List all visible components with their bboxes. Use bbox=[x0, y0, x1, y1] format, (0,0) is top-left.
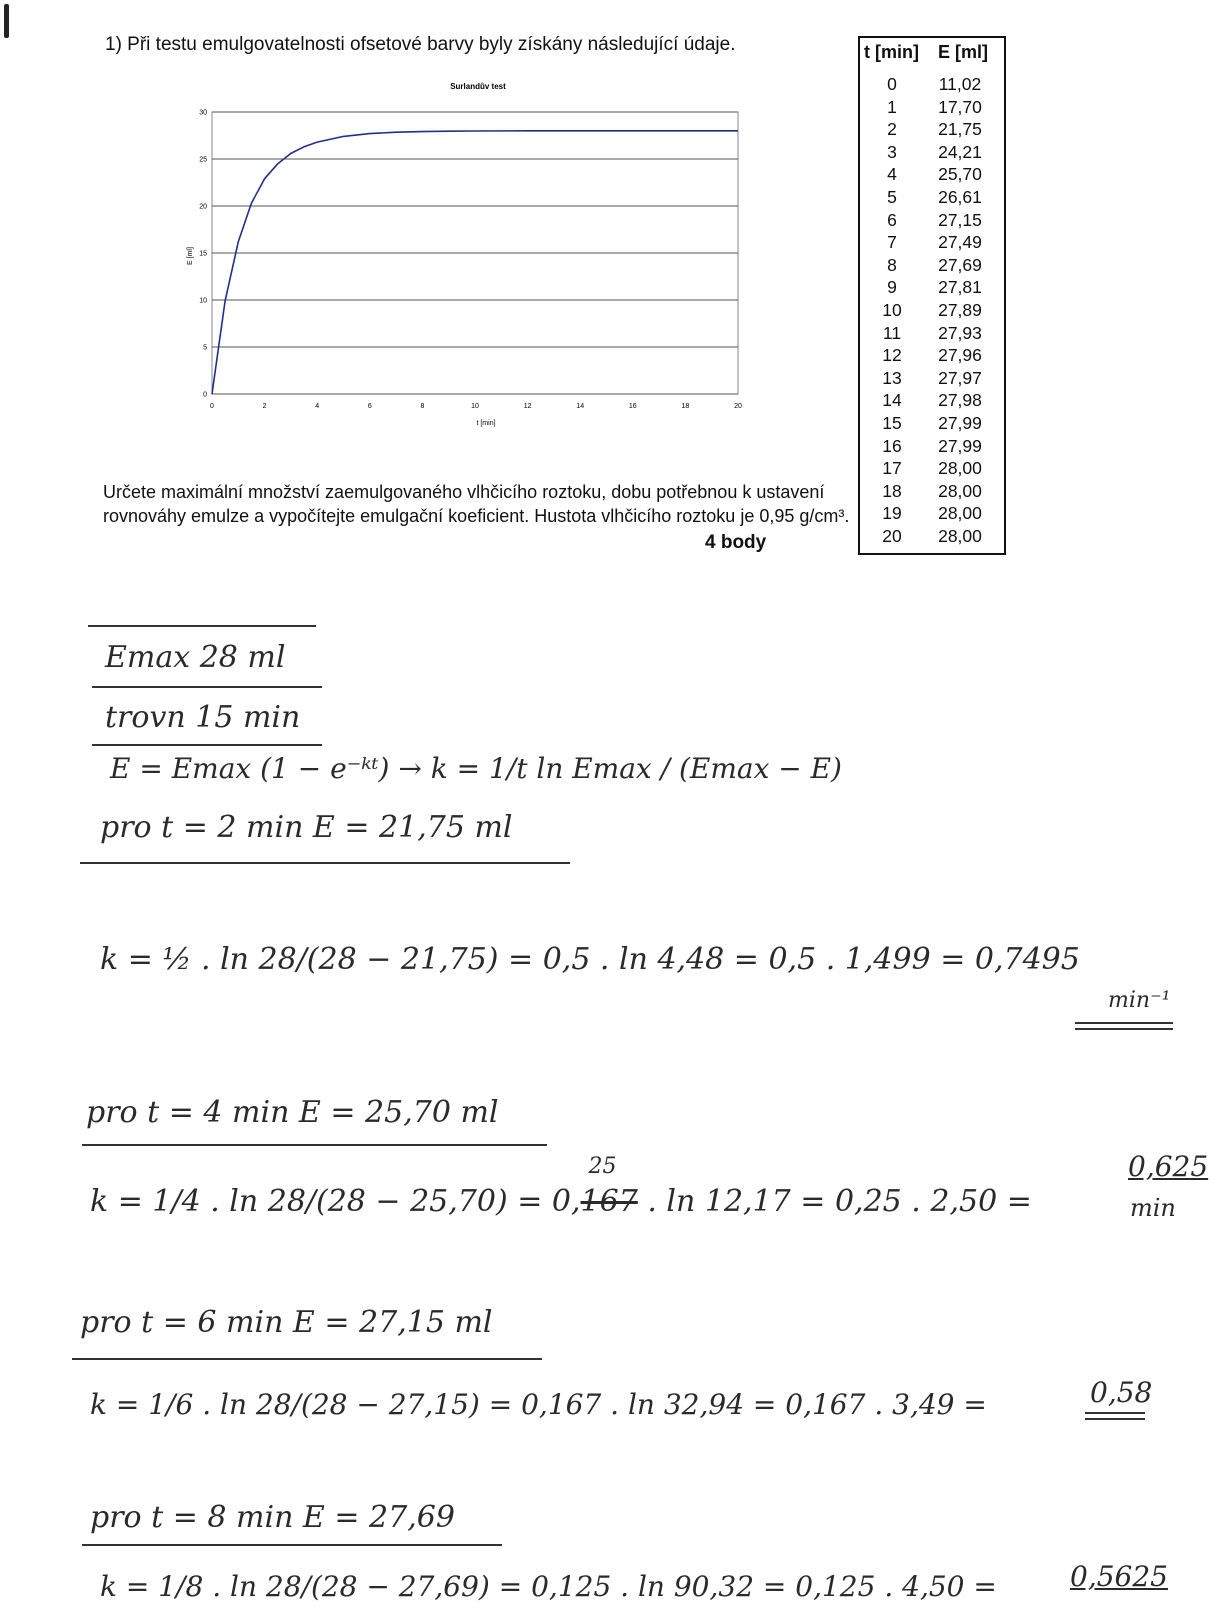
table-cell-e: 26,61 bbox=[938, 186, 982, 207]
x-tick-label: 10 bbox=[471, 403, 479, 410]
y-tick-label: 0 bbox=[203, 391, 207, 399]
rule-line bbox=[82, 1544, 502, 1546]
table-row bbox=[860, 186, 1004, 209]
y-tick-label: 20 bbox=[199, 203, 207, 211]
hw-unit-2: min⁻¹ bbox=[1108, 988, 1171, 1013]
margin-mark bbox=[4, 4, 9, 38]
hw-struck: 167 bbox=[580, 1184, 638, 1219]
table-cell-t: 6 bbox=[887, 209, 897, 230]
hw-calc-8: k = 1/8 . ln 28/(28 − 27,69) = 0,125 . ln 90,32 = 0,125 . 4,50 = bbox=[100, 1570, 997, 1603]
y-tick-label: 10 bbox=[199, 297, 207, 305]
table-row bbox=[860, 276, 1004, 299]
x-tick-label: 8 bbox=[420, 403, 425, 410]
table-cell-e: 28,00 bbox=[938, 458, 982, 479]
table-cell-t: 20 bbox=[882, 525, 902, 546]
table-cell-t: 19 bbox=[882, 503, 902, 524]
hw-formula: E = Emax (1 − e⁻ᵏᵗ) → k = 1/t ln Emax / (Emax − E) bbox=[110, 752, 842, 785]
x-tick-label: 18 bbox=[681, 403, 690, 410]
question-title: 1) Při testu emulgovatelnosti ofsetové barvy byly získány následující údaje. bbox=[105, 34, 736, 55]
y-tick-label: 5 bbox=[203, 344, 207, 352]
table-row bbox=[860, 389, 1004, 412]
rule-line bbox=[92, 686, 322, 688]
table-body bbox=[860, 73, 1004, 547]
table-row bbox=[860, 457, 1004, 480]
underline bbox=[1085, 1412, 1145, 1414]
table-cell-t: 15 bbox=[882, 412, 902, 433]
hw-calc-6: k = 1/6 . ln 28/(28 − 27,15) = 0,167 . ln 32,94 = 0,167 . 3,49 = bbox=[90, 1388, 987, 1421]
table-cell-e: 27,15 bbox=[938, 209, 982, 230]
table-row bbox=[860, 73, 1004, 96]
table-row bbox=[860, 502, 1004, 525]
table-cell-t: 3 bbox=[887, 141, 897, 162]
table-cell-t: 9 bbox=[887, 277, 897, 298]
table-cell-t: 1 bbox=[887, 96, 897, 117]
chart-y-label: E [ml] bbox=[187, 247, 194, 265]
hw-calc-4-b: . ln 12,17 = 0,25 . 2,50 = bbox=[647, 1184, 1032, 1219]
hw-case-8: pro t = 8 min E = 27,69 bbox=[90, 1500, 455, 1535]
x-tick-label: 12 bbox=[523, 403, 532, 410]
chart-series-line bbox=[212, 131, 738, 394]
table-header-e: E [ml] bbox=[938, 42, 989, 62]
table-row bbox=[860, 163, 1004, 186]
table-cell-e: 11,02 bbox=[938, 74, 982, 94]
hw-emax: Emax 28 ml bbox=[105, 640, 286, 675]
table-cell-t: 2 bbox=[887, 119, 897, 140]
table-row bbox=[860, 299, 1004, 322]
table-cell-e: 27,99 bbox=[938, 412, 982, 433]
chart-x-ticks bbox=[210, 403, 742, 410]
table-cell-e: 27,81 bbox=[938, 277, 982, 298]
y-tick-label: 25 bbox=[199, 156, 207, 164]
table-cell-t: 4 bbox=[887, 164, 897, 185]
rule-line bbox=[82, 1144, 547, 1146]
hw-result-6: 0,58 bbox=[1090, 1376, 1153, 1409]
table-cell-e: 17,70 bbox=[938, 96, 982, 117]
y-tick-label: 15 bbox=[199, 250, 207, 258]
table-cell-t: 17 bbox=[882, 458, 902, 479]
surland-chart bbox=[178, 72, 778, 432]
table-cell-e: 27,98 bbox=[938, 390, 982, 411]
table-cell-t: 18 bbox=[882, 480, 902, 501]
x-tick-label: 6 bbox=[367, 403, 372, 410]
table-header-t: t [min] bbox=[864, 42, 919, 62]
table-cell-t: 10 bbox=[882, 299, 902, 320]
hw-calc-4-a: k = 1/4 . ln 28/(28 − 25,70) = 0, bbox=[90, 1184, 581, 1219]
x-tick-label: 14 bbox=[576, 403, 585, 410]
table-cell-e: 27,97 bbox=[938, 367, 982, 388]
table-cell-e: 24,21 bbox=[938, 141, 982, 162]
x-tick-label: 16 bbox=[628, 403, 637, 410]
hw-result-8: 0,5625 bbox=[1070, 1560, 1168, 1593]
table-row bbox=[860, 367, 1004, 390]
table-cell-e: 27,93 bbox=[938, 322, 982, 343]
table-row bbox=[860, 322, 1004, 345]
hw-case-6: pro t = 6 min E = 27,15 ml bbox=[80, 1305, 493, 1340]
table-cell-e: 27,89 bbox=[938, 299, 982, 320]
table-row bbox=[860, 231, 1004, 254]
chart-title: Surlandův test bbox=[450, 82, 506, 91]
table-cell-e: 27,69 bbox=[938, 254, 982, 275]
chart-y-ticks bbox=[199, 110, 207, 399]
table-cell-e: 21,75 bbox=[938, 119, 982, 140]
table-row bbox=[860, 344, 1004, 367]
table-cell-e: 28,00 bbox=[938, 525, 982, 546]
table-row bbox=[860, 435, 1004, 458]
table-row bbox=[860, 412, 1004, 435]
table-cell-t: 0 bbox=[887, 74, 897, 94]
rule-line bbox=[72, 1358, 542, 1360]
table-cell-e: 25,70 bbox=[938, 164, 982, 185]
hw-correction: 25 bbox=[588, 1154, 617, 1179]
hw-unit-4: min bbox=[1130, 1194, 1176, 1222]
data-table bbox=[858, 36, 1006, 555]
table-header bbox=[860, 38, 1004, 63]
chart-x-label: t [min] bbox=[476, 420, 496, 427]
table-cell-e: 28,00 bbox=[938, 480, 982, 501]
x-tick-label: 2 bbox=[262, 403, 267, 410]
underline bbox=[1085, 1418, 1145, 1420]
table-cell-t: 14 bbox=[882, 390, 902, 411]
hw-case-2: pro t = 2 min E = 21,75 ml bbox=[100, 810, 513, 845]
table-cell-t: 5 bbox=[887, 186, 897, 207]
hw-trovn: trovn 15 min bbox=[105, 700, 301, 735]
x-tick-label: 4 bbox=[315, 403, 320, 410]
table-row bbox=[860, 254, 1004, 277]
table-cell-t: 8 bbox=[887, 254, 897, 275]
hw-calc-4 bbox=[90, 1154, 1032, 1219]
table-row bbox=[860, 525, 1004, 548]
hw-calc-2: k = ½ . ln 28/(28 − 21,75) = 0,5 . ln 4,48 = 0,5 . 1,499 = 0,7495 bbox=[100, 942, 1080, 977]
table-row bbox=[860, 480, 1004, 503]
table-row bbox=[860, 209, 1004, 232]
table-cell-e: 27,99 bbox=[938, 435, 982, 456]
rule-line bbox=[92, 744, 322, 746]
y-tick-label: 30 bbox=[199, 109, 207, 117]
points-label: 4 body bbox=[705, 532, 767, 553]
task-text: Určete maximální množství zaemulgovaného vlhčicího roztoku, dobu potřebnou k ustavení rovnováhy emulze a vypočítejte emulgační koeficient. Hustota vlhčicího roztoku je 0,95 g/cm³. bbox=[103, 482, 850, 526]
table-cell-e: 27,96 bbox=[938, 345, 982, 366]
table-row bbox=[860, 96, 1004, 119]
rule-line bbox=[80, 862, 570, 864]
underline bbox=[1075, 1022, 1173, 1024]
underline bbox=[1075, 1028, 1173, 1030]
table-cell-t: 11 bbox=[882, 322, 902, 343]
hw-result-4: 0,625 bbox=[1128, 1150, 1209, 1183]
table-cell-e: 28,00 bbox=[938, 503, 982, 524]
x-tick-label: 0 bbox=[210, 403, 214, 410]
table-row bbox=[860, 141, 1004, 164]
hw-case-4: pro t = 4 min E = 25,70 ml bbox=[86, 1095, 499, 1130]
table-cell-t: 16 bbox=[882, 435, 902, 456]
table-row bbox=[860, 118, 1004, 141]
table-cell-t: 7 bbox=[887, 232, 897, 253]
table-cell-t: 13 bbox=[882, 367, 902, 388]
rule-line bbox=[88, 625, 316, 627]
table-cell-e: 27,49 bbox=[938, 232, 982, 253]
table-cell-t: 12 bbox=[882, 345, 902, 366]
x-tick-label: 20 bbox=[734, 403, 742, 410]
